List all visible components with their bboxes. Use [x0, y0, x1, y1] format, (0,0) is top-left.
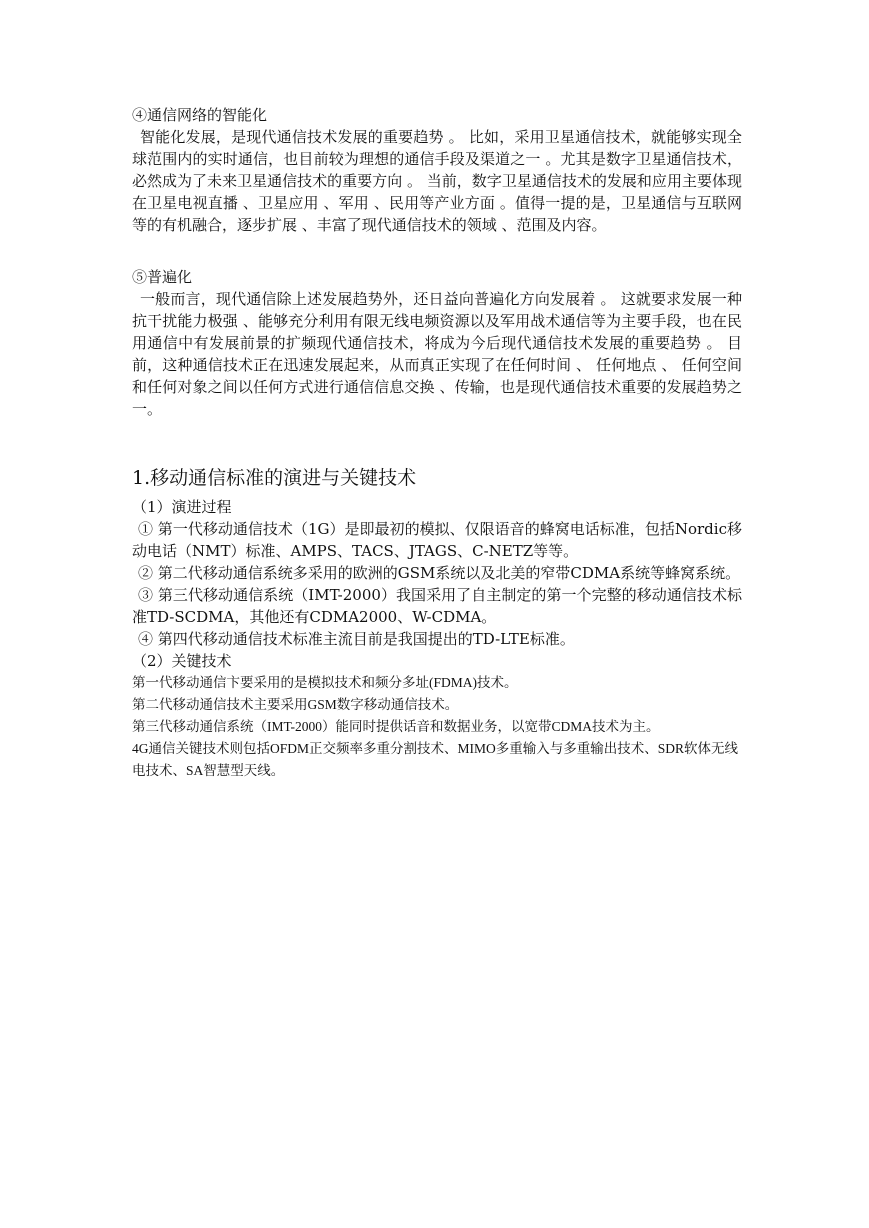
section-4-title: ④通信网络的智能化 — [132, 106, 268, 124]
chapter-heading: 1.移动通信标准的演进与关键技术 — [132, 467, 417, 489]
key-tech-line-4g: 4G通信关键技术则包括OFDM正交频率多重分割技术、MIMO多重输入与多重输出技术、SDR软体无线电技术、SA智慧型天线。 — [132, 741, 739, 778]
evolution-item-3g: ③ 第三代移动通信系统（IMT-2000）我国采用了自主制定的第一个完整的移动通信技术标准TD-SCDMA，其他还有CDMA2000、W-CDMA。 — [132, 586, 742, 626]
key-tech-title: （2）关键技术 — [132, 652, 232, 670]
section-4-body: 智能化发展，是现代通信技术发展的重要趋势 。 比如，采用卫星通信技术，就能够实现全球范围内的实时通信，也目前较为理想的通信手段及渠道之一 。尤其是数字卫星通信技术，必然成为了未来卫星通信技术的重要方向 。 当前，数字卫星通信技术的发展和应用主要体现在卫星电视直播 、卫星应用 、军用 、民用等产业方面 。值得一提的是，卫星通信与互联网等的有机融合，逐步扩展 、丰富了现代通信技术的领域 、范围及内容。 — [132, 128, 742, 234]
evolution-item-2g: ② 第二代移动通信系统多采用的欧洲的GSM系统以及北美的窄带CDMA系统等蜂窝系统。 — [138, 564, 741, 582]
evolution-item-4g: ④ 第四代移动通信技术标准主流目前是我国提出的TD-LTE标准。 — [138, 630, 575, 648]
spacer — [132, 420, 742, 464]
section-5-body: 一般而言，现代通信除上述发展趋势外，还日益向普遍化方向发展着 。 这就要求发展一种抗干扰能力极强 、能够充分利用有限无线电频资源以及军用战术通信等为主要手段，也在民用通信中有发展前景的扩频现代通信技术，将成为今后现代通信技术发展的重要趋势 。 目前，这种通信技术正在迅速发展起来，从而真正实现了在任何时间 、 任何地点 、 任何空间和任何对象之间以任何方式进行通信信息交换 、传输，也是现代通信技术重要的发展趋势之一。 — [132, 290, 742, 418]
key-tech-line-1g: 第一代移动通信卞要采用的是模拟技术和频分多址(FDMA)技术。 — [132, 675, 518, 690]
section-5-title: ⑤普遍化 — [132, 268, 193, 286]
evolution-title: （1）演进过程 — [132, 498, 232, 516]
evolution-item-1g: ① 第一代移动通信技术（1G）是即最初的模拟、仅限语音的蜂窝电话标准，包括Nordic移动电话（NMT）标准、AMPS、TACS、JTAGS、C-NETZ等等。 — [132, 520, 742, 560]
key-tech-line-3g: 第三代移动通信系统（IMT-2000）能同时提供话音和数据业务，以宽带CDMA技术为主。 — [132, 719, 660, 734]
spacer — [132, 236, 742, 266]
key-tech-line-2g: 第二代移动通信技术主要采用GSM数字移动通信技术。 — [132, 697, 459, 712]
document-page — [132, 104, 742, 782]
